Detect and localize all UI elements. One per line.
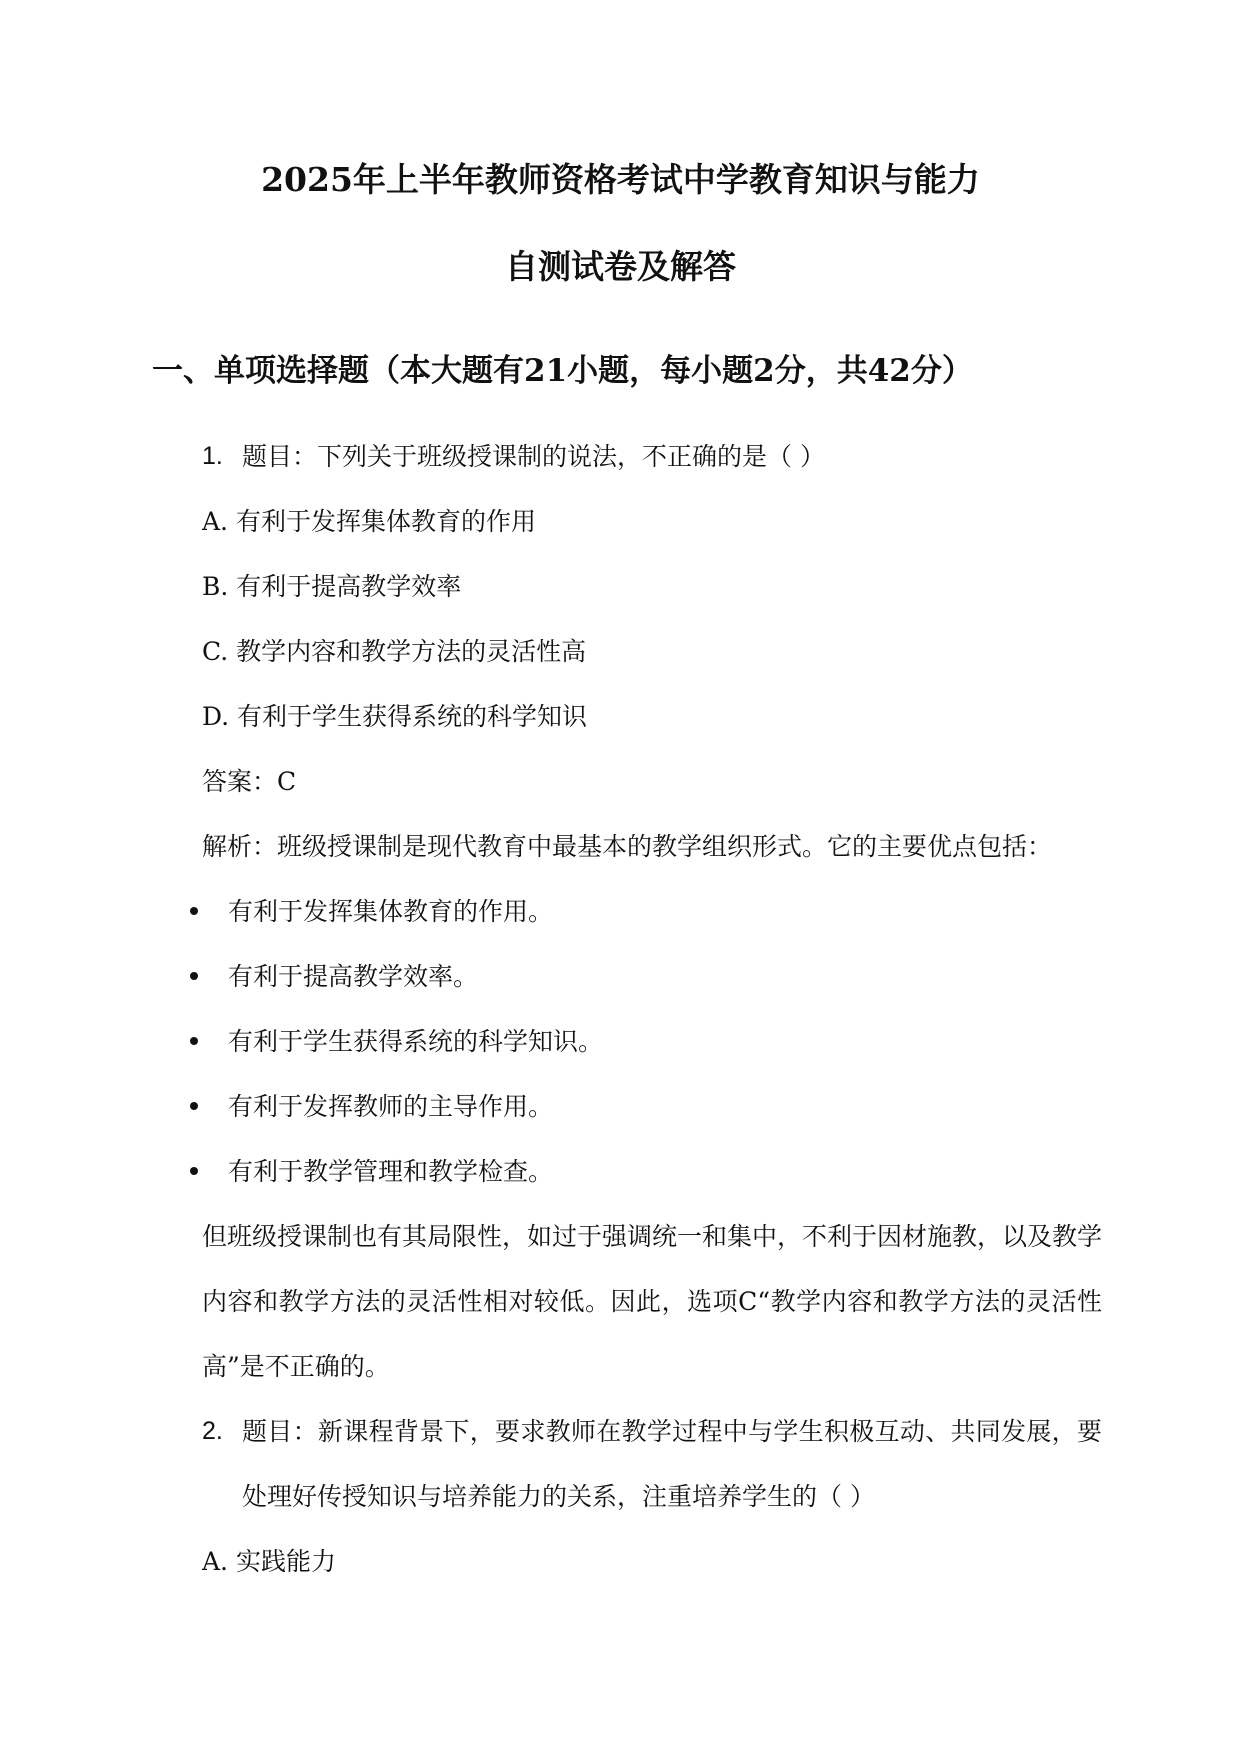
- bullet-icon: [190, 972, 198, 980]
- document-title-line-2: 自测试卷及解答: [505, 247, 736, 286]
- option-d: D. 有利于学生获得系统的科学知识: [202, 702, 588, 731]
- list-item: [202, 1139, 1102, 1204]
- question-number: 1.: [202, 442, 223, 470]
- list-item-text: 有利于教学管理和教学检查。: [228, 1157, 554, 1186]
- bullet-icon: [190, 1102, 198, 1110]
- list-item-text: 有利于发挥教师的主导作用。: [228, 1092, 554, 1121]
- list-item: [202, 1074, 1102, 1139]
- question-number: 2.: [202, 1417, 223, 1445]
- question-2: [202, 1399, 1102, 1529]
- option-c: C. 教学内容和教学方法的灵活性高: [202, 637, 587, 666]
- bullet-icon: [190, 1037, 198, 1045]
- list-item: [202, 944, 1102, 1009]
- analysis-conclusion: 但班级授课制也有其局限性，如过于强调统一和集中，不利于因材施教，以及教学内容和教学方法的灵活性相对较低。因此，选项C“教学内容和教学方法的灵活性高”是不正确的。: [202, 1222, 1103, 1381]
- answer: 答案：C: [202, 767, 297, 796]
- section-heading: 一、单项选择题（本大题有21小题，每小题2分，共42分）: [152, 353, 973, 389]
- list-item: [202, 1009, 1102, 1074]
- list-item: [202, 879, 1102, 944]
- option-b: B. 有利于提高教学效率: [202, 572, 462, 601]
- question-1: [202, 424, 1102, 489]
- bullet-icon: [190, 907, 198, 915]
- list-item-text: 有利于学生获得系统的科学知识。: [228, 1027, 604, 1056]
- option-a: A. 有利于发挥集体教育的作用: [202, 507, 536, 536]
- option-a: A. 实践能力: [202, 1547, 336, 1576]
- analysis-intro: 解析：班级授课制是现代教育中最基本的教学组织形式。它的主要优点包括：: [202, 832, 1053, 861]
- question-stem: 题目：下列关于班级授课制的说法，不正确的是（ ）: [242, 442, 825, 471]
- list-item-text: 有利于提高教学效率。: [228, 962, 479, 991]
- question-stem: 题目：新课程背景下，要求教师在教学过程中与学生积极互动、共同发展，要处理好传授知识与培养能力的关系，注重培养学生的（ ）: [242, 1417, 1102, 1511]
- document-title-line-1: 2025年上半年教师资格考试中学教育知识与能力: [261, 160, 980, 199]
- list-item-text: 有利于发挥集体教育的作用。: [228, 897, 554, 926]
- question-list: [202, 424, 1102, 1594]
- bullet-icon: [190, 1167, 198, 1175]
